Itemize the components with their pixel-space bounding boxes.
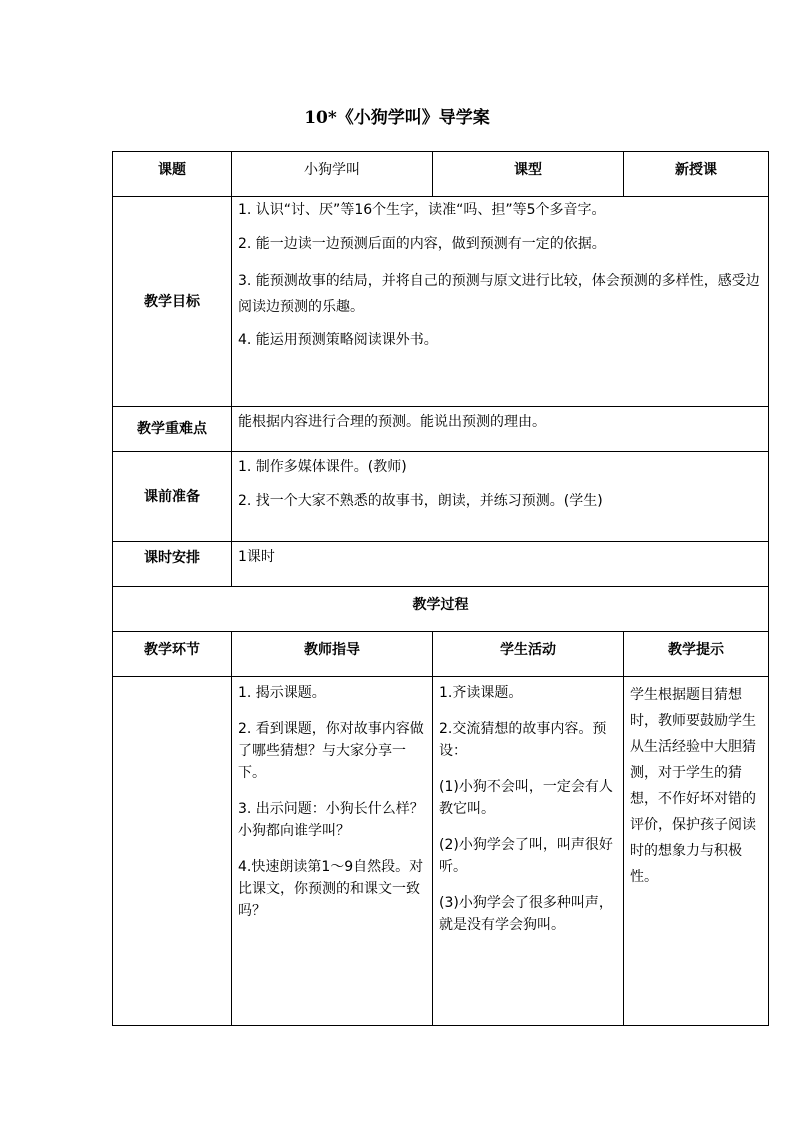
process-section-row <box>113 587 769 632</box>
key-points-row <box>113 407 769 452</box>
col-stage: 教学环节 <box>113 632 232 677</box>
schedule-row <box>113 542 769 587</box>
goal-item: 1. 认识“讨、厌”等16个生字，读准“吗、担”等5个多音字。 <box>238 202 606 218</box>
teacher-item: 1. 揭示课题。 <box>238 685 326 701</box>
key-points-text: 能根据内容进行合理的预测。能说出预测的理由。 <box>232 407 769 452</box>
process-header-row <box>113 632 769 677</box>
goals-content <box>232 197 769 407</box>
process-section-title: 教学过程 <box>113 587 769 632</box>
goal-item: 3. 能预测故事的结局，并将自己的预测与原文进行比较，体会预测的多样性，感受边阅读边预测的乐趣。 <box>238 273 760 315</box>
page-title: 10*《小狗学叫》导学案 <box>304 108 490 128</box>
topic-label: 课题 <box>113 152 232 197</box>
type-label: 课型 <box>433 152 624 197</box>
col-teacher: 教师指导 <box>232 632 433 677</box>
goal-item: 2. 能一边读一边预测后面的内容，做到预测有一定的依据。 <box>238 236 606 252</box>
student-item: 2.交流猜想的故事内容。预设： <box>439 721 607 759</box>
preparation-label: 课前准备 <box>113 452 232 542</box>
type-value: 新授课 <box>624 152 769 197</box>
preparation-item: 1. 制作多媒体课件。(教师) <box>238 459 407 475</box>
schedule-text: 1课时 <box>232 542 769 587</box>
student-item: (1)小狗不会叫，一定会有人教它叫。 <box>439 779 613 817</box>
student-activity <box>433 677 624 1026</box>
schedule-label: 课时安排 <box>113 542 232 587</box>
tip-text: 学生根据题目猜想时，教师要鼓励学生从生活经验中大胆猜测，对于学生的猜想，不作好坏对错的评价，保护孩子阅读时的想象力与积极性。 <box>630 687 756 885</box>
teacher-item: 4.快速朗读第1～9自然段。对比课文，你预测的和课文一致吗？ <box>238 859 424 919</box>
teacher-item: 3. 出示问题：小狗长什么样？小狗都向谁学叫？ <box>238 801 424 839</box>
topic-row <box>113 152 769 197</box>
teacher-guidance <box>232 677 433 1026</box>
student-item: 1.齐读课题。 <box>439 685 523 701</box>
lesson-plan-table <box>112 151 769 1026</box>
goals-label: 教学目标 <box>113 197 232 407</box>
process-row <box>113 677 769 1026</box>
teacher-item: 2. 看到课题，你对故事内容做了哪些猜想？与大家分享一下。 <box>238 721 424 781</box>
stage-cell <box>113 677 232 1026</box>
topic-value: 小狗学叫 <box>232 152 433 197</box>
goal-item: 4. 能运用预测策略阅读课外书。 <box>238 332 438 348</box>
col-tip: 教学提示 <box>624 632 769 677</box>
teaching-tip <box>624 677 769 1026</box>
preparation-content <box>232 452 769 542</box>
key-points-label: 教学重难点 <box>113 407 232 452</box>
student-item: (3)小狗学会了很多种叫声，就是没有学会狗叫。 <box>439 895 613 933</box>
preparation-item: 2. 找一个大家不熟悉的故事书，朗读，并练习预测。(学生) <box>238 493 603 509</box>
col-student: 学生活动 <box>433 632 624 677</box>
preparation-row <box>113 452 769 542</box>
goals-row <box>113 197 769 407</box>
student-item: (2)小狗学会了叫，叫声很好听。 <box>439 837 613 875</box>
